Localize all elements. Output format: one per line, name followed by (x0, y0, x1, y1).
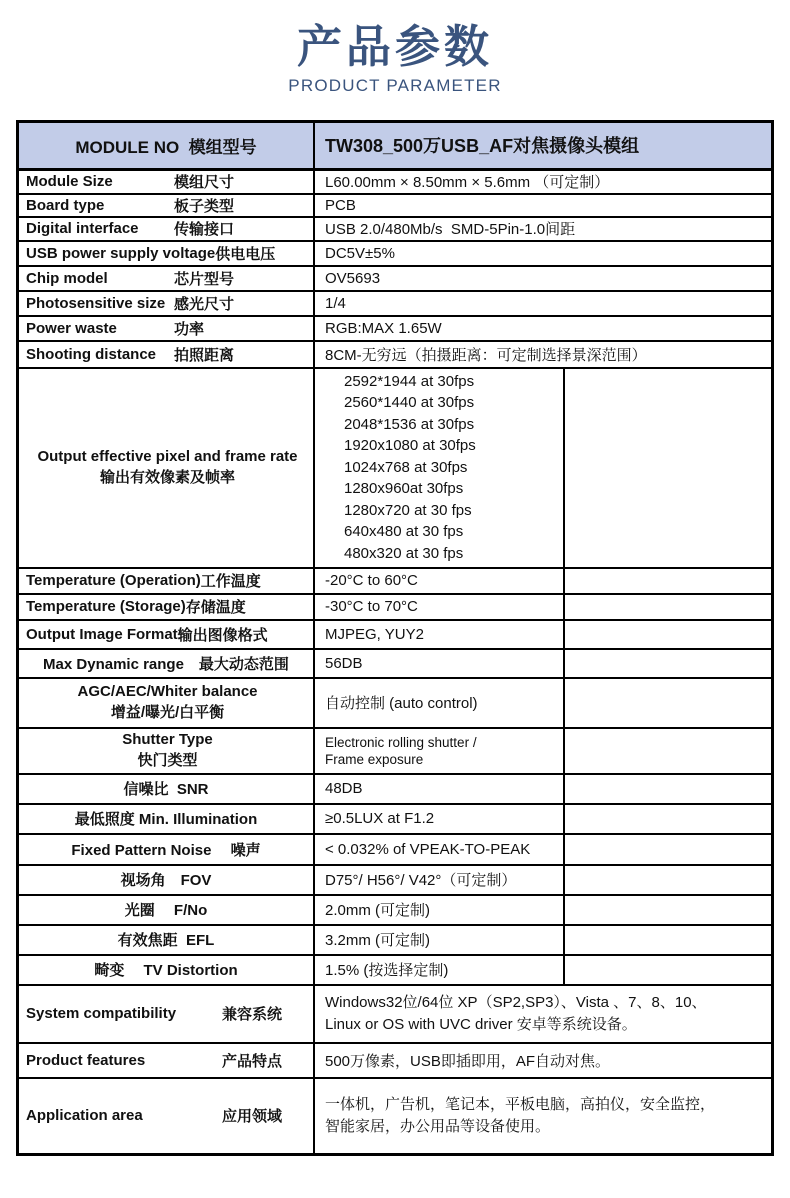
row-empty-cell-min-illumination (565, 805, 771, 833)
row-label-fov (19, 866, 315, 894)
row-value-system-compatibility (315, 986, 771, 1042)
row-value-line: 2592*1944 at 30fps (344, 372, 475, 390)
row-label-en: Digital interface (26, 220, 139, 237)
row-value-line: Frame exposure (325, 751, 424, 767)
row-label-photosensitive-size (19, 292, 315, 315)
row-label-line-zh: 增益/曝光/白平衡 (110, 703, 225, 721)
row-value-photosensitive-size (315, 292, 771, 315)
row-value-line: 640x480 at 30 fps (344, 523, 464, 541)
row-value-text: L60.00mm × 8.50mm × 5.6mm （可定制） (325, 174, 610, 191)
row-empty-cell-snr (565, 775, 771, 803)
row-value-board-type (315, 195, 771, 216)
row-value-text: OV5693 (325, 269, 381, 287)
row-value-snr (315, 775, 565, 803)
spec-row-snr (19, 773, 771, 803)
row-value-line: 1920x1080 at 30fps (344, 437, 476, 455)
row-value-line: 480x320 at 30 fps (344, 544, 464, 562)
row-empty-cell-shutter-type (565, 729, 771, 773)
row-value-text: 1.5% (按选择定制) (325, 962, 449, 979)
row-empty-cell-output-pixel-frame-rate (565, 369, 771, 567)
row-value-text: 2.0mm (可定制) (325, 902, 431, 919)
row-value-shutter-type (315, 729, 565, 773)
row-label-shooting-distance (19, 342, 315, 367)
row-empty-cell-efl (565, 926, 771, 954)
spec-row-power-waste (19, 315, 771, 340)
row-label-usb-power-supply-voltage (19, 242, 315, 265)
row-value-chip-model (315, 267, 771, 290)
row-label-zh: 供电电压 (215, 245, 276, 263)
row-value-f-no (315, 896, 565, 924)
row-label-f-no (19, 896, 315, 924)
row-value-text: D75°/ H56°/ V42°（可定制） (325, 872, 517, 889)
row-value-max-dynamic-range (315, 650, 565, 677)
row-label-min-illumination (19, 805, 315, 833)
spec-row-temperature-operation (19, 567, 771, 593)
row-value-text: 56DB (325, 654, 363, 672)
header-model-name-cell: TW308_500万USB_AF对焦摄像头模组 (325, 136, 640, 156)
spec-table (16, 120, 774, 1156)
row-label-text: Max Dynamic range 最大动态范围 (43, 655, 289, 673)
table-header-row (19, 123, 771, 168)
row-value-text: < 0.032% of VPEAK-TO-PEAK (325, 840, 531, 858)
row-label-en: Product features (26, 1051, 146, 1069)
row-value-temperature-operation (315, 569, 565, 593)
row-value-text: RGB:MAX 1.65W (325, 319, 442, 337)
row-value-text: 48DB (325, 780, 363, 797)
row-label-line-en: AGC/AEC/Whiter balance (77, 683, 258, 701)
row-label-system-compatibility (19, 986, 315, 1042)
row-label-agc-aec-white-balance (19, 679, 315, 727)
row-label-text: 视场角 FOV (120, 872, 212, 889)
spec-row-board-type (19, 193, 771, 216)
row-label-en: Power waste (26, 319, 117, 337)
spec-row-temperature-storage (19, 593, 771, 619)
row-label-zh: 应用领域 (222, 1108, 283, 1125)
title-block (0, 0, 790, 96)
spec-row-digital-interface (19, 216, 771, 240)
spec-row-min-illumination (19, 803, 771, 833)
spec-row-photosensitive-size (19, 290, 771, 315)
row-label-zh: 工作温度 (200, 573, 261, 590)
row-empty-cell-f-no (565, 896, 771, 924)
row-value-text: 3.2mm (可定制) (325, 932, 431, 949)
row-value-output-image-format (315, 621, 565, 648)
row-label-product-features (19, 1044, 315, 1077)
spec-row-output-image-format (19, 619, 771, 648)
row-label-zh: 模组尺寸 (174, 174, 235, 191)
row-value-line: 1024x768 at 30fps (344, 458, 468, 476)
row-label-line-en: Output effective pixel and frame rate (37, 448, 298, 466)
spec-row-fixed-pattern-noise (19, 833, 771, 864)
row-label-en: Temperature (Operation) (26, 572, 201, 589)
row-label-en: USB power supply voltage (26, 244, 216, 262)
row-value-fixed-pattern-noise (315, 835, 565, 864)
row-label-en: Photosensitive size (26, 294, 166, 312)
row-empty-cell-temperature-operation (565, 569, 771, 593)
row-label-en: Temperature (Storage) (26, 598, 186, 615)
row-value-line: Linux or OS with UVC driver 安卓等系统设备。 (325, 1015, 637, 1033)
row-value-efl (315, 926, 565, 954)
row-label-en: Output Image Format (26, 625, 178, 643)
row-label-zh: 存储温度 (185, 599, 246, 616)
row-value-line: 2560*1440 at 30fps (344, 394, 475, 412)
row-label-en: Chip model (26, 269, 108, 287)
row-empty-cell-tv-distortion (565, 956, 771, 984)
row-label-application-area (19, 1079, 315, 1153)
row-label-zh: 芯片型号 (174, 270, 235, 288)
row-label-snr (19, 775, 315, 803)
row-empty-cell-agc-aec-white-balance (565, 679, 771, 727)
row-label-line-en: Shutter Type (122, 731, 213, 749)
row-label-en: System compatibility (26, 1005, 177, 1022)
row-label-shutter-type (19, 729, 315, 773)
row-label-text: 信噪比 SNR (123, 781, 209, 798)
row-value-temperature-storage (315, 595, 565, 619)
spec-row-max-dynamic-range (19, 648, 771, 677)
row-value-text: PCB (325, 196, 356, 214)
row-value-application-area (315, 1079, 771, 1153)
spec-row-agc-aec-white-balance (19, 677, 771, 727)
row-label-line-zh: 快门类型 (137, 751, 198, 769)
row-value-agc-aec-white-balance (315, 679, 565, 727)
spec-row-chip-model (19, 265, 771, 290)
page-title: 产品参数 (296, 21, 493, 72)
row-value-shooting-distance (315, 342, 771, 367)
row-label-zh: 感光尺寸 (174, 295, 235, 313)
spec-row-tv-distortion (19, 954, 771, 984)
row-label-zh: 板子类型 (174, 197, 235, 215)
row-value-digital-interface (315, 218, 771, 240)
header-module-no-cell: MODULE NO 模组型号 (19, 123, 315, 168)
spec-row-shooting-distance (19, 340, 771, 367)
row-label-output-pixel-frame-rate (19, 369, 315, 567)
row-empty-cell-temperature-storage (565, 595, 771, 619)
page-subtitle: PRODUCT PARAMETER (288, 75, 502, 95)
row-value-line: 1280x720 at 30 fps (344, 501, 472, 519)
row-value-line: Electronic rolling shutter / (325, 734, 477, 750)
row-label-zh: 拍照距离 (174, 346, 235, 364)
row-label-zh: 产品特点 (222, 1052, 283, 1070)
row-empty-cell-fov (565, 866, 771, 894)
row-value-module-size (315, 171, 771, 193)
row-label-en: Shooting distance (26, 345, 157, 363)
spec-row-product-features (19, 1042, 771, 1077)
spec-row-application-area (19, 1077, 771, 1153)
row-value-text: -20°C to 60°C (325, 572, 418, 589)
row-label-en: Application area (26, 1107, 143, 1124)
row-value-text: ≥0.5LUX at F1.2 (325, 810, 435, 827)
row-label-text: 有效焦距 EFL (117, 932, 215, 949)
row-value-fov (315, 866, 565, 894)
row-empty-cell-output-image-format (565, 621, 771, 648)
row-label-tv-distortion (19, 956, 315, 984)
row-label-zh: 兼容系统 (222, 1006, 283, 1023)
row-label-en: Board type (26, 196, 105, 214)
row-value-product-features (315, 1044, 771, 1077)
row-label-max-dynamic-range (19, 650, 315, 677)
row-value-text: 1/4 (325, 294, 346, 312)
row-label-power-waste (19, 317, 315, 340)
row-label-board-type (19, 195, 315, 216)
row-value-min-illumination (315, 805, 565, 833)
spec-row-efl (19, 924, 771, 954)
row-label-zh: 输出图像格式 (177, 626, 268, 644)
row-label-fixed-pattern-noise (19, 835, 315, 864)
row-value-line: 智能家居，办公用品等设备使用。 (325, 1117, 551, 1135)
row-label-efl (19, 926, 315, 954)
row-label-en: Module Size (26, 173, 113, 190)
row-value-tv-distortion (315, 956, 565, 984)
row-value-line: Windows32位/64位 XP（SP2,SP3）、Vista 、7、8、10、 (325, 993, 707, 1011)
row-label-zh: 功率 (174, 320, 205, 338)
spec-row-system-compatibility (19, 984, 771, 1042)
spec-row-shutter-type (19, 727, 771, 773)
row-label-text: 光圈 F/No (124, 902, 208, 919)
spec-row-output-pixel-frame-rate (19, 367, 771, 567)
row-label-module-size (19, 171, 315, 193)
row-label-temperature-storage (19, 595, 315, 619)
row-value-usb-power-supply-voltage (315, 242, 771, 265)
spec-row-module-size (19, 168, 771, 193)
spec-row-f-no (19, 894, 771, 924)
row-value-text: 500万像素，USB即插即用，AF自动对焦。 (325, 1052, 611, 1070)
row-label-chip-model (19, 267, 315, 290)
row-label-text: 畸变 TV Distortion (94, 962, 238, 979)
row-label-output-image-format (19, 621, 315, 648)
row-value-text: MJPEG, YUY2 (325, 625, 424, 643)
row-value-text: -30°C to 70°C (325, 598, 418, 615)
row-value-text: DC5V±5% (325, 244, 395, 262)
row-value-output-pixel-frame-rate (315, 369, 565, 567)
row-empty-cell-max-dynamic-range (565, 650, 771, 677)
row-value-line: 一体机，广告机，笔记本，平板电脑，高拍仪，安全监控， (325, 1095, 716, 1113)
spec-row-usb-power-supply-voltage (19, 240, 771, 265)
row-value-power-waste (315, 317, 771, 340)
row-value-text: 8CM-无穷远（拍摄距离：可定制选择景深范围） (325, 346, 647, 364)
row-value-line: 2048*1536 at 30fps (344, 415, 475, 433)
row-label-zh: 传输接口 (174, 221, 235, 238)
row-label-text: Fixed Pattern Noise 噪声 (71, 841, 261, 859)
spec-row-fov (19, 864, 771, 894)
row-label-digital-interface (19, 218, 315, 240)
row-empty-cell-fixed-pattern-noise (565, 835, 771, 864)
row-value-text: USB 2.0/480Mb/s SMD-5Pin-1.0间距 (325, 221, 576, 238)
row-value-text: 自动控制 (auto control) (325, 695, 478, 712)
row-label-temperature-operation (19, 569, 315, 593)
row-label-line-zh: 输出有效像素及帧率 (99, 468, 235, 486)
row-value-line: 1280x960at 30fps (344, 480, 464, 498)
row-label-text: 最低照度 Min. Illumination (74, 811, 258, 828)
